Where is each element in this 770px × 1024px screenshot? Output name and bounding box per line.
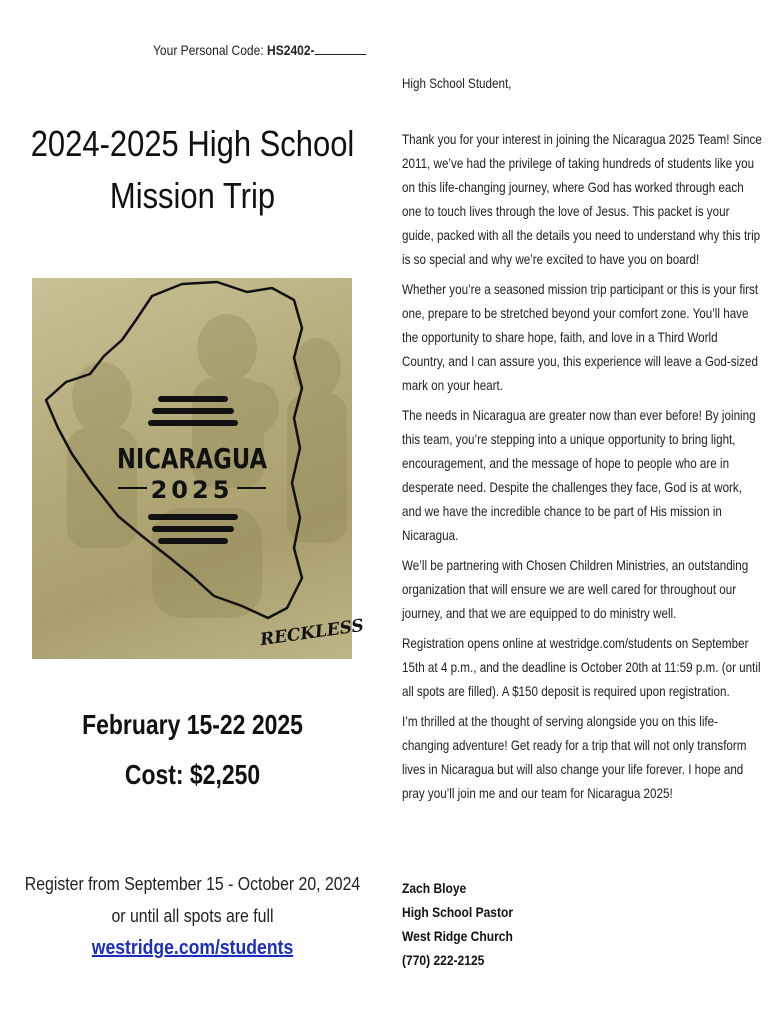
signature-phone: (770) 222-2125 (402, 952, 485, 968)
hero-word: NICARAGUA (117, 442, 268, 475)
trip-cost: Cost: $2,250 (124, 759, 261, 790)
stripes-top (148, 396, 238, 426)
trip-dates: February 15-22 2025 (82, 709, 303, 740)
trip-details (35, 700, 351, 800)
hero-brand: RECKLESS (258, 615, 366, 651)
register-link[interactable]: westridge.com/students (91, 937, 294, 959)
personal-code-label: Your Personal Code: (153, 42, 264, 58)
signature-church: West Ridge Church (402, 928, 513, 944)
title-line-1: 2024-2025 High School (30, 123, 355, 164)
letter-paragraph: We’ll be partnering with Chosen Children Ministries, an outstanding organization that will ensure we are well cared for throughout our journey, and that we are equipped to do ministry well. (402, 558, 749, 621)
hero-year: 2025 (150, 476, 234, 504)
signature-role: High School Pastor (402, 904, 514, 920)
nicaragua-map-graphic (32, 278, 366, 659)
hero-image (32, 278, 366, 659)
register-window: Register from September 15 - October 20, 2024 (24, 874, 361, 894)
letter-paragraph: Thank you for your interest in joining the Nicaragua 2025 Team! Since 2011, we’ve had the privilege of taking hundreds of students like you on this life-changing journey, where God has worked through each one to touch lives through the love of Jesus. This packet is your guide, packed with all the details you need to understand why this trip is so special and why we’re excited to have you on board! (402, 132, 762, 267)
page-title (27, 118, 358, 222)
stripes-bottom (148, 514, 238, 544)
letter-paragraph: Registration opens online at westridge.com/students on September 15th at 4 p.m., and the deadline is October 20th at 11:59 p.m. (or until all spots are filled). A $150 deposit is required upon registration. (402, 636, 761, 699)
letter-column (402, 72, 762, 812)
registration-info (23, 868, 362, 964)
signature-name: Zach Bloye (402, 880, 467, 896)
letter-paragraph: Whether you’re a seasoned mission trip participant or this is your first one, prepare to be stretched beyond your comfort zone. You’ll have the opportunity to share hope, faith, and love in a Third World Country, and I can assure you, this experience will leave a God-sized mark on your heart. (402, 282, 759, 393)
letter-greeting: High School Student, (402, 76, 512, 91)
title-line-2: Mission Trip (109, 175, 276, 216)
signature-block (402, 876, 513, 972)
letter-paragraph: I’m thrilled at the thought of serving alongside you on this life-changing adventure! Get ready for a trip that will not only transform lives in Nicaragua but will also change your life forever. I hope and pray you’ll join me and our team for Nicaragua 2025! (402, 714, 747, 801)
personal-code-value: HS2402- (267, 42, 315, 58)
register-note: or until all spots are full (111, 906, 274, 926)
letter-paragraph: The needs in Nicaragua are greater now than ever before! By joining this team, you’re stepping into a unique opportunity to bring light, encouragement, and the message of hope to people who are in desperate need. Despite the challenges they face, God is at work, and we have the incredible chance to be part of His mission in Nicaragua. (402, 408, 756, 543)
